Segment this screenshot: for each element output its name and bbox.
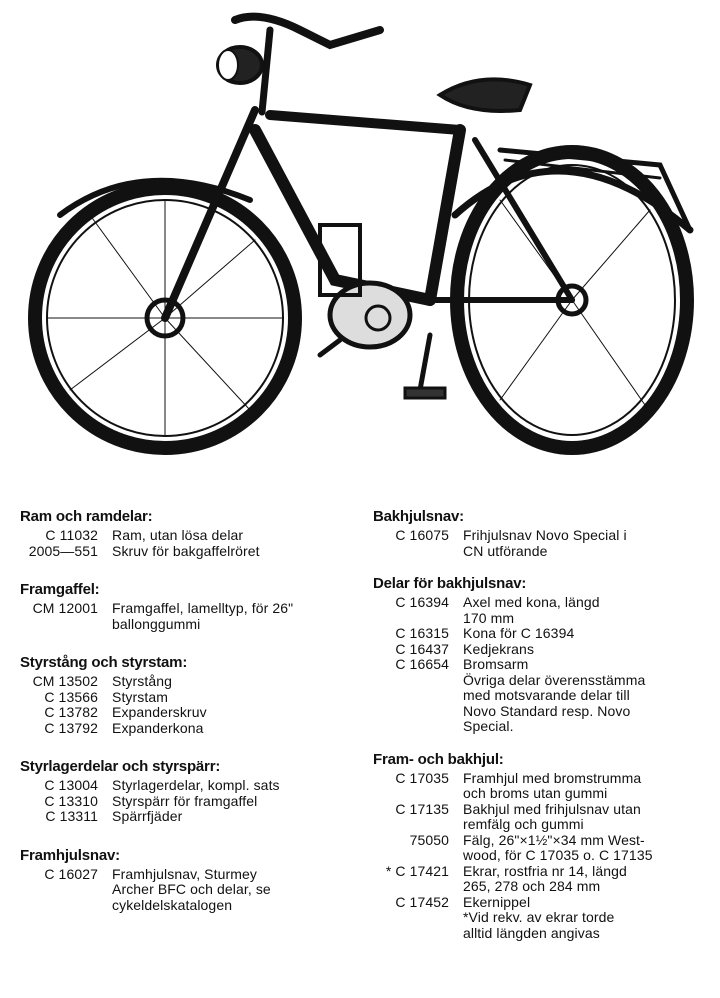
part-number: [373, 719, 449, 735]
part-number: [373, 848, 449, 864]
part-description: Ekrar, rostfria nr 14, längd: [463, 862, 627, 879]
part-number: [20, 617, 98, 633]
part-description: Novo Standard resp. Novo: [463, 702, 631, 719]
parts-section: [373, 508, 703, 559]
part-row: [373, 657, 703, 673]
section-title: Framhjulsnav:: [20, 846, 120, 864]
parts-section: [373, 751, 703, 942]
part-row: [373, 910, 703, 926]
part-row: [373, 611, 703, 627]
part-number: 75050: [409, 831, 449, 848]
part-description: Ekernippel: [463, 893, 531, 910]
part-description: Styrlagerdelar, kompl. sats: [112, 777, 280, 793]
part-description: Expanderkona: [112, 719, 204, 736]
part-description: Framhjulsnav, Sturmey: [112, 865, 257, 882]
part-number: CM 13502: [32, 673, 98, 689]
part-row: [20, 705, 340, 721]
part-row: [20, 882, 340, 898]
part-row: [373, 817, 703, 833]
parts-section: [20, 847, 340, 914]
part-description: alltid längden angivas: [463, 924, 600, 941]
part-row: [373, 895, 703, 911]
part-description: cykeldelskatalogen: [112, 896, 233, 913]
part-row: [20, 617, 340, 633]
part-number: C 16437: [395, 640, 449, 657]
parts-section: [373, 575, 703, 735]
part-description: Archer BFC och delar, se: [112, 881, 271, 897]
part-description: Expanderskruv: [112, 704, 207, 720]
part-number: [373, 704, 449, 720]
part-description: Styrstam: [112, 688, 169, 705]
part-row: [373, 879, 703, 895]
part-row: [373, 704, 703, 720]
parts-section: [20, 758, 340, 825]
part-description: Framhjul med bromstrumma: [463, 769, 642, 786]
part-number: C 13792: [44, 719, 98, 736]
parts-section: [20, 581, 340, 632]
section-title: Styrstång och styrstam:: [20, 654, 188, 671]
part-row: [20, 721, 340, 737]
section-title: Ram och ramdelar:: [20, 508, 153, 525]
part-description: Övriga delar överensstämma: [463, 671, 646, 688]
part-number: C 17452: [395, 893, 449, 910]
part-number: [373, 786, 449, 802]
part-description: Spärrfjäder: [112, 808, 183, 824]
section-title: Bakhjulsnav:: [373, 508, 464, 525]
part-description: Axel med kona, längd: [463, 594, 600, 610]
part-number: [20, 898, 98, 914]
part-description: Fälg, 26"×1½"×34 mm West-: [463, 831, 645, 848]
part-row: [20, 794, 340, 810]
part-description: *Vid rekv. av ekrar torde: [463, 909, 615, 925]
part-description: Special.: [463, 718, 514, 734]
part-row: [373, 673, 703, 689]
parts-section: [20, 654, 340, 736]
section-title: Framgaffel:: [20, 581, 100, 598]
part-description: och broms utan gummi: [463, 785, 608, 801]
part-row: [20, 809, 340, 825]
part-row: [20, 601, 340, 617]
section-title: Fram- och bakhjul:: [373, 750, 504, 768]
part-row: [373, 848, 703, 864]
part-row: [20, 867, 340, 883]
part-number: CM 12001: [32, 600, 98, 616]
right-column: [373, 508, 703, 957]
part-number: [373, 688, 449, 704]
part-number: C 16654: [395, 656, 449, 672]
part-number: C 16027: [44, 865, 98, 882]
part-description: ballonggummi: [112, 615, 201, 632]
part-description: Kedjekrans: [463, 640, 535, 657]
section-title: Delar för bakhjulsnav:: [373, 575, 527, 592]
part-description: 170 mm: [463, 609, 515, 626]
parts-section: [20, 508, 340, 559]
part-number: [20, 882, 98, 898]
part-row: [373, 595, 703, 611]
part-number: * C 17421: [385, 862, 449, 879]
part-row: [373, 688, 703, 704]
part-number: [373, 673, 449, 689]
part-number: C 11032: [45, 527, 98, 543]
part-row: [20, 898, 340, 914]
part-number: C 13566: [44, 688, 98, 705]
part-row: [373, 544, 703, 560]
part-number: C 13311: [45, 808, 98, 824]
part-number: C 13782: [44, 704, 98, 720]
part-row: [20, 690, 340, 706]
part-description: CN utförande: [463, 542, 548, 559]
headlamp: [218, 47, 262, 83]
part-row: [373, 642, 703, 658]
part-row: [373, 528, 703, 544]
part-number: C 17035: [395, 769, 449, 786]
part-description: remfälg och gummi: [463, 816, 584, 832]
part-description: Ram, utan lösa delar: [112, 527, 244, 543]
part-description: med motsvarande delar till: [463, 687, 630, 703]
part-number: C 13004: [44, 777, 98, 793]
part-description: Frihjulsnav Novo Special i: [463, 527, 627, 543]
part-number: C 16075: [395, 527, 449, 543]
part-number: [373, 926, 449, 942]
part-description: Skruv för bakgaffelröret: [112, 542, 260, 559]
part-row: [20, 528, 340, 544]
part-number: [373, 910, 449, 926]
part-description: Styrspärr för framgaffel: [112, 792, 258, 809]
part-description: 265, 278 och 284 mm: [463, 878, 601, 894]
part-number: [373, 879, 449, 895]
part-number: [373, 544, 449, 560]
part-row: [373, 719, 703, 735]
part-description: Framgaffel, lamelltyp, för 26": [112, 600, 294, 616]
part-row: [20, 674, 340, 690]
left-column: [20, 508, 340, 935]
part-description: Bromsarm: [463, 656, 529, 672]
part-number: 2005—551: [28, 542, 98, 559]
part-number: C 13310: [44, 792, 98, 809]
part-number: C 16315: [395, 625, 449, 641]
part-number: C 16394: [395, 594, 449, 610]
engine: [320, 225, 410, 347]
part-number: [373, 611, 449, 627]
part-description: Styrstång: [112, 673, 173, 689]
part-row: [373, 786, 703, 802]
part-row: [373, 864, 703, 880]
part-row: [20, 544, 340, 560]
saddle: [440, 79, 530, 111]
part-row: [373, 926, 703, 942]
part-row: [373, 771, 703, 787]
part-number: C 17135: [395, 800, 449, 817]
part-description: Bakhjul med frihjulsnav utan: [463, 800, 641, 817]
part-row: [20, 778, 340, 794]
part-row: [373, 802, 703, 818]
section-title: Styrlagerdelar och styrspärr:: [20, 758, 221, 775]
part-row: [373, 626, 703, 642]
part-row: [373, 833, 703, 849]
part-description: Kona för C 16394: [463, 625, 575, 641]
part-number: [373, 817, 449, 833]
part-description: wood, för C 17035 o. C 17135: [463, 847, 653, 863]
